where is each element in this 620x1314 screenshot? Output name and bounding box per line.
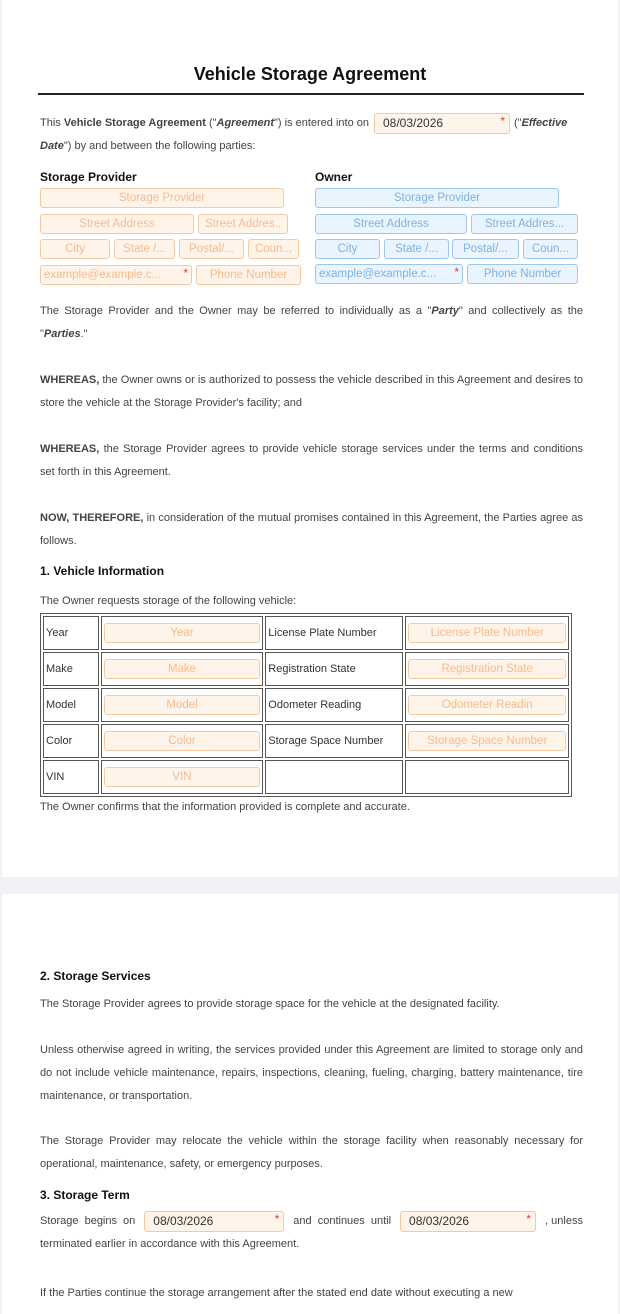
owner-heading: Owner [315, 170, 353, 184]
document-page-2 [2, 894, 618, 1314]
license-plate-input[interactable]: License Plate Number [408, 623, 566, 643]
owner-state-input[interactable]: State /... [384, 239, 449, 259]
section-1-heading: 1. Vehicle Information [40, 564, 165, 578]
registration-state-label: Registration State [265, 652, 403, 686]
odometer-label: Odometer Reading [265, 688, 403, 722]
odometer-input[interactable]: Odometer Readin [408, 695, 566, 715]
now-therefore: NOW, THEREFORE, in consideration of the mutual promises contained in this Agreement, the Parties agree as follows. [40, 512, 584, 547]
model-label: Model [43, 688, 99, 722]
provider-email-input[interactable]: example@example.c... * [40, 265, 192, 285]
empty-cell [265, 760, 403, 794]
owner-city-input[interactable]: City [315, 239, 380, 259]
services-paragraph-3: The Storage Provider may relocate the vehicle within the storage facility when reasonably necessary for operational, maintenance, safety, or emergency purposes. [40, 1135, 583, 1170]
registration-state-input[interactable]: Registration State [408, 659, 566, 679]
color-input[interactable]: Color [104, 731, 261, 751]
provider-name-input[interactable]: Storage Provider [40, 188, 284, 208]
vehicle-info-table [40, 613, 572, 797]
table-row [43, 616, 569, 650]
license-plate-label: License Plate Number [265, 616, 403, 650]
services-paragraph-1: The Storage Provider agrees to provide storage space for the vehicle at the designated facility. [40, 998, 500, 1010]
color-label: Color [43, 724, 99, 758]
table-row [43, 688, 569, 722]
storage-start-date-input[interactable]: 08/03/2026 * [144, 1211, 284, 1232]
vehicle-confirm: The Owner confirms that the information provided is complete and accurate. [40, 801, 410, 813]
owner-postal-input[interactable]: Postal/... [452, 239, 519, 259]
owner-email-input[interactable]: example@example.c... * [315, 264, 463, 284]
empty-cell [405, 760, 569, 794]
model-input[interactable]: Model [104, 695, 261, 715]
storage-space-input[interactable]: Storage Space Number [408, 731, 566, 751]
provider-state-input[interactable]: State /... [114, 239, 175, 259]
table-row [43, 652, 569, 686]
vin-label: VIN [43, 760, 99, 794]
intro-paragraph: This Vehicle Storage Agreement (" Agreement ") is entered into on 08/03/2026 * (" Effective Date") by and between the following parties: [40, 112, 584, 158]
owner-country-input[interactable]: Coun... [523, 239, 578, 259]
provider-phone-input[interactable]: Phone Number [196, 265, 301, 285]
owner-street-input[interactable]: Street Address [315, 214, 467, 234]
section-2-heading: 2. Storage Services [40, 969, 151, 983]
owner-phone-input[interactable]: Phone Number [467, 264, 578, 284]
storage-term-paragraph: Storage begins on 08/03/2026 * and continues until 08/03/2026 * , unless terminated earlier in accordance with this Agreement. [40, 1210, 583, 1256]
provider-street-input[interactable]: Street Address [40, 214, 194, 234]
provider-country-input[interactable]: Coun... [248, 239, 299, 259]
parties-definition: The Storage Provider and the Owner may be referred to individually as a "Party" and collectively as the "Parties." [40, 305, 583, 340]
whereas-provider: WHEREAS, the Storage Provider agrees to provide vehicle storage services under the terms and conditions set forth in this Agreement. [40, 443, 583, 478]
vehicle-lead: The Owner requests storage of the following vehicle: [40, 595, 297, 607]
provider-city-input[interactable]: City [40, 239, 110, 259]
storage-space-label: Storage Space Number [265, 724, 403, 758]
storage-end-date-input[interactable]: 08/03/2026 * [400, 1211, 536, 1232]
make-label: Make [43, 652, 99, 686]
provider-street2-input[interactable]: Street Addres.. [198, 214, 288, 234]
effective-date-input[interactable]: 08/03/2026 * [374, 113, 510, 134]
provider-postal-input[interactable]: Postal/... [179, 239, 244, 259]
whereas-owner: WHEREAS, the Owner owns or is authorized to possess the vehicle described in this Agreement and desires to store the vehicle at the Storage Provider's facility; and [40, 374, 583, 409]
year-label: Year [43, 616, 99, 650]
title-divider [38, 93, 584, 95]
document-page-1 [2, 0, 618, 877]
year-input[interactable]: Year [104, 623, 261, 643]
document-title: Vehicle Storage Agreement [193, 64, 427, 84]
section-3-heading: 3. Storage Term [40, 1188, 130, 1202]
storage-provider-heading: Storage Provider [40, 170, 137, 184]
owner-name-input[interactable]: Storage Provider [315, 188, 559, 208]
vin-input[interactable]: VIN [104, 767, 261, 787]
table-row [43, 724, 569, 758]
owner-street2-input[interactable]: Street Addres... [471, 214, 578, 234]
make-input[interactable]: Make [104, 659, 261, 679]
table-row [43, 760, 569, 794]
services-paragraph-2: Unless otherwise agreed in writing, the services provided under this Agreement are limited to storage only and do not include vehicle maintenance, repairs, inspections, cleaning, fueling, charging, battery maintenance, tire maintenance, or transportation. [40, 1044, 583, 1102]
storage-term-paragraph-2: If the Parties continue the storage arrangement after the stated end date without executing a new [40, 1287, 513, 1299]
